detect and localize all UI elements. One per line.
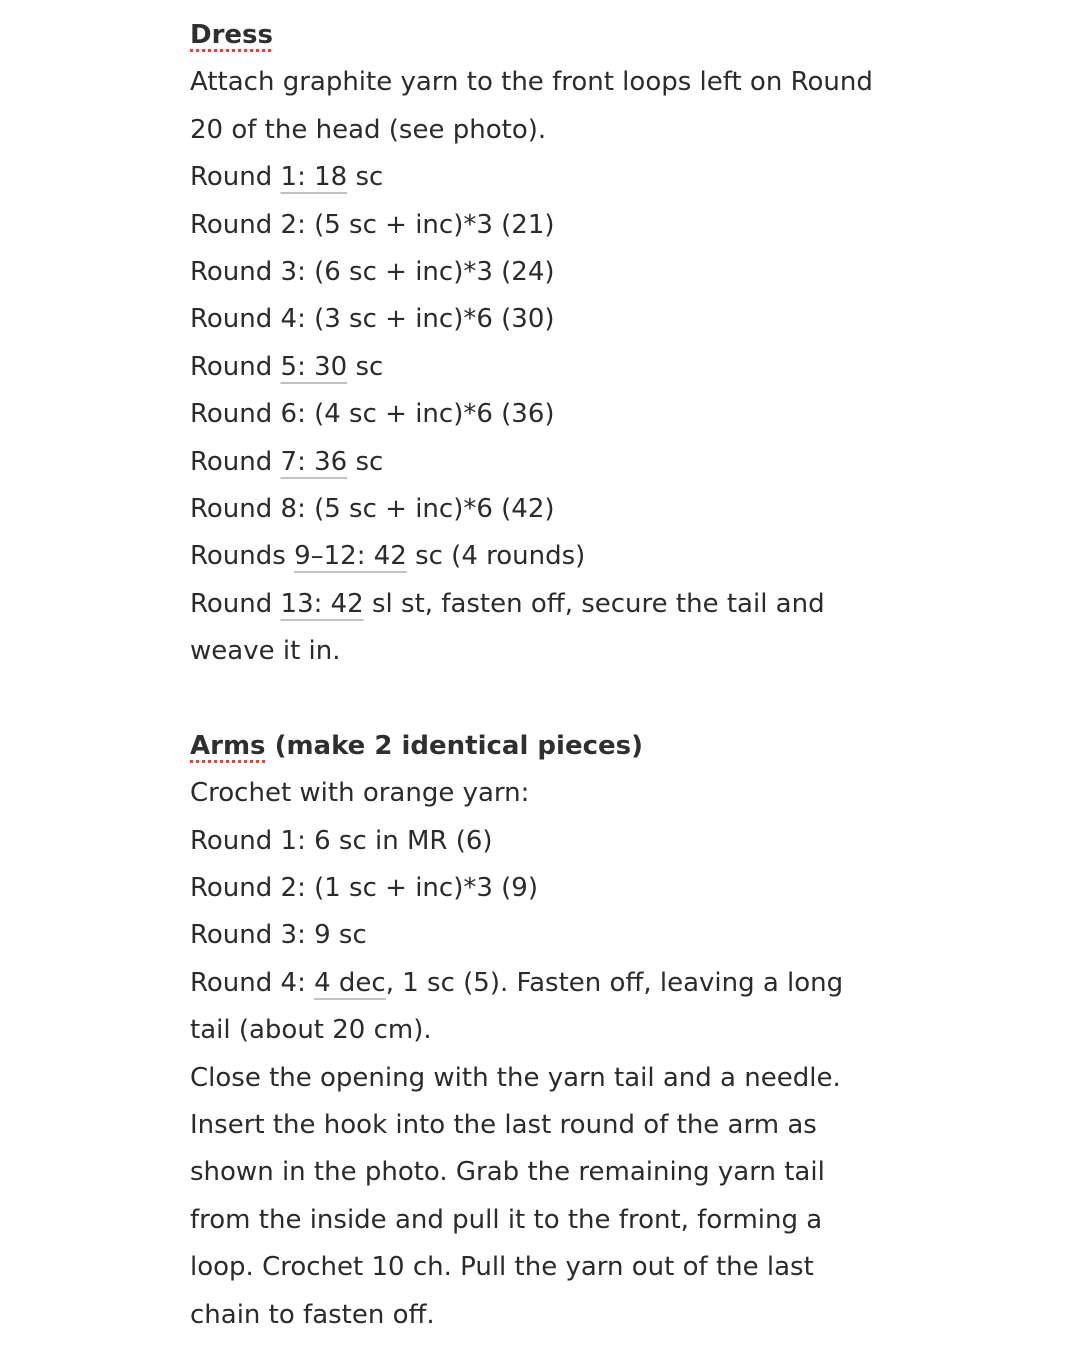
dress-round-2: Round 2: (5 sc + inc)*3 (21) [190,209,555,240]
arms-title-word: Arms [190,730,266,761]
round-1-detected-link[interactable]: 1: 18 [280,162,348,193]
arms-round-4-line-2: tail (about 20 cm). [190,1015,432,1046]
arms-round-3: Round 3: 9 sc [190,920,367,951]
dress-round-5: Round 5: 30 sc [190,351,384,382]
arms-paragraph-line-1: Close the opening with the yarn tail and a needle. [190,1062,841,1093]
arms-paragraph-line-4: from the inside and pull it to the front, forming a [190,1204,823,1235]
dress-round-1: Round 1: 18 sc [190,162,384,193]
arms-round-2: Round 2: (1 sc + inc)*3 (9) [190,873,538,904]
arms-paragraph-line-3: shown in the photo. Grab the remaining yarn tail [190,1157,825,1188]
dress-round-13-line-2: weave it in. [190,636,341,667]
round-13-detected-link[interactable]: 13: 42 [280,588,364,619]
blank-line [190,675,950,722]
arms-paragraph-line-2: Insert the hook into the last round of the arm as [190,1109,817,1140]
arms-intro: Crochet with orange yarn: [190,778,530,809]
dress-round-13: Round 13: 42 sl st, fasten off, secure the tail and [190,588,825,619]
dress-intro-line-2: 20 of the head (see photo). [190,114,547,145]
dress-round-8: Round 8: (5 sc + inc)*6 (42) [190,493,555,524]
rounds-9-12-detected-link[interactable]: 9–12: 42 [294,541,407,572]
dress-heading [190,12,950,59]
arms-paragraph-line-6: chain to fasten off. [190,1299,435,1330]
round-7-detected-link[interactable]: 7: 36 [280,446,348,477]
dress-rounds-9-12: Rounds 9–12: 42 sc (4 rounds) [190,541,586,572]
arms-round-4: Round 4: 4 dec, 1 sc (5). Fasten off, leaving a long [190,967,844,998]
dress-round-6: Round 6: (4 sc + inc)*6 (36) [190,399,555,430]
dress-round-3: Round 3: (6 sc + inc)*3 (24) [190,256,555,287]
arms-paragraph-line-5: loop. Crochet 10 ch. Pull the yarn out of the last [190,1252,814,1283]
arms-heading [190,723,950,770]
dress-round-7: Round 7: 36 sc [190,446,384,477]
round-5-detected-link[interactable]: 5: 30 [280,351,348,382]
note-body[interactable] [190,12,950,1339]
dress-round-4: Round 4: (3 sc + inc)*6 (30) [190,304,555,335]
round-4-dec-detected-link[interactable]: 4 dec [314,967,386,998]
arms-title-rest: (make 2 identical pieces) [265,730,643,761]
dress-title: Dress [190,20,273,50]
arms-round-1: Round 1: 6 sc in MR (6) [190,825,493,856]
dress-intro-line-1: Attach graphite yarn to the front loops left on Round [190,67,873,98]
